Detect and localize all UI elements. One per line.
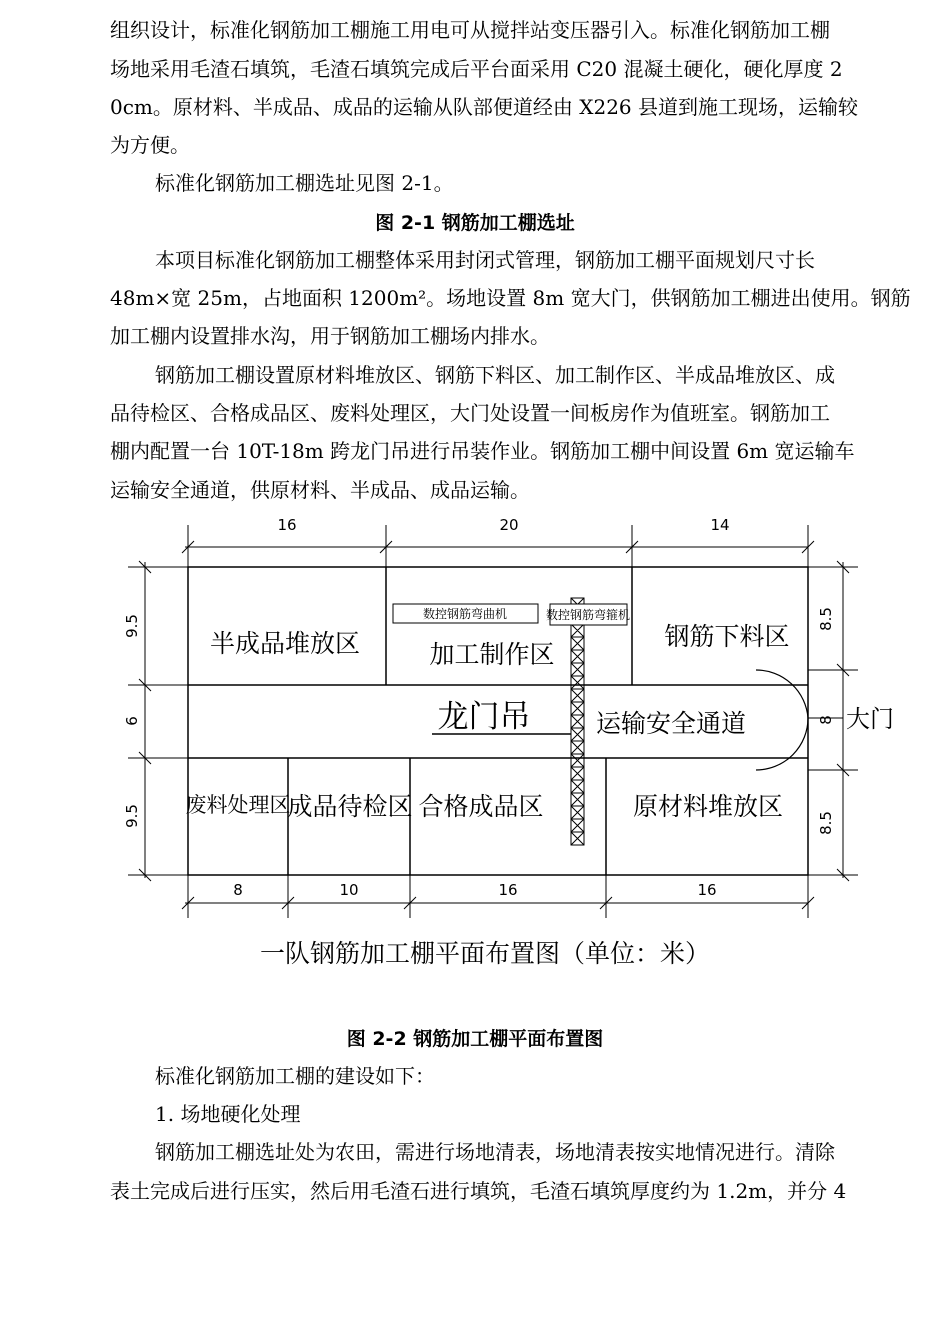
diagram-title: 一队钢筋加工棚平面布置图（单位：米） xyxy=(259,939,711,968)
para1-line1: 组织设计，标准化钢筋加工棚施工用电可从搅拌站变压器引入。标准化钢筋加工棚 xyxy=(110,18,830,42)
para4-line1: 钢筋加工棚设置原材料堆放区、钢筋下料区、加工制作区、半成品堆放区、成 xyxy=(155,363,835,387)
zone-semi-finished: 半成品堆放区 xyxy=(209,629,361,658)
figure-2-2-caption: 图 2-2 钢筋加工棚平面布置图 xyxy=(346,1028,604,1050)
para7-line2: 表土完成后进行压实，然后用毛渣石进行填筑，毛渣石填筑厚度约为 1.2m，并分 4 xyxy=(110,1179,847,1203)
zone-pending-check: 成品待检区 xyxy=(287,792,413,821)
hoop-bender-machine-label: 数控钢筋弯箍机 xyxy=(545,608,631,622)
para2: 标准化钢筋加工棚选址见图 2-1。 xyxy=(155,171,454,195)
para3-line3: 加工棚内设置排水沟，用于钢筋加工棚场内排水。 xyxy=(110,324,550,348)
left-dim-2: 6 xyxy=(123,716,141,726)
left-dim-3: 9.5 xyxy=(123,804,141,828)
top-dim-2: 20 xyxy=(499,516,519,534)
section-heading-1: 1. 场地硬化处理 xyxy=(155,1102,301,1126)
figure-2-1-caption: 图 2-1 钢筋加工棚选址 xyxy=(375,212,575,234)
bottom-dim-2: 10 xyxy=(339,881,359,899)
zone-fabrication: 加工制作区 xyxy=(429,640,555,669)
bottom-dim-3: 16 xyxy=(498,881,518,899)
gantry-label: 龙门吊 xyxy=(437,699,531,735)
top-dim-1: 16 xyxy=(277,516,297,534)
right-dim-2: 8 xyxy=(817,715,835,725)
zone-channel: 运输安全通道 xyxy=(595,709,747,738)
para3-line2: 48m×宽 25m，占地面积 1200m²。场地设置 8m 宽大门，供钢筋加工棚进出使用。钢筋 xyxy=(110,286,911,310)
bottom-dim-4: 16 xyxy=(697,881,717,899)
site-layout-plan xyxy=(0,505,950,980)
left-dim-1: 9.5 xyxy=(123,614,141,638)
zone-raw-material: 原材料堆放区 xyxy=(632,792,784,821)
right-dim-3: 8.5 xyxy=(817,811,835,835)
para1-line2: 场地采用毛渣石填筑，毛渣石填筑完成后平台面采用 C20 混凝土硬化，硬化厚度 2 xyxy=(110,57,843,81)
gate-label: 大门 xyxy=(846,705,894,733)
top-dim-3: 14 xyxy=(710,516,730,534)
para7-line1: 钢筋加工棚选址处为农田，需进行场地清表，场地清表按实地情况进行。清除 xyxy=(155,1140,835,1164)
para5: 标准化钢筋加工棚的建设如下： xyxy=(155,1064,435,1088)
bender-machine-label: 数控钢筋弯曲机 xyxy=(422,607,508,621)
gantry-crane-icon xyxy=(571,598,584,845)
para3-line1: 本项目标准化钢筋加工棚整体采用封闭式管理，钢筋加工棚平面规划尺寸长 xyxy=(155,248,815,272)
zone-waste: 废料处理区 xyxy=(185,793,291,817)
zone-qualified: 合格成品区 xyxy=(418,792,544,821)
para4-line4: 运输安全通道，供原材料、半成品、成品运输。 xyxy=(110,478,530,502)
bottom-dim-1: 8 xyxy=(233,881,243,899)
para4-line3: 棚内配置一台 10T-18m 跨龙门吊进行吊装作业。钢筋加工棚中间设置 6m 宽运输车 xyxy=(110,439,855,463)
para1-line3: 0cm。原材料、半成品、成品的运输从队部便道经由 X226 县道到施工现场，运输较 xyxy=(110,95,859,119)
right-dim-1: 8.5 xyxy=(817,607,835,631)
para4-line2: 品待检区、合格成品区、废料处理区，大门处设置一间板房作为值班室。钢筋加工 xyxy=(110,401,830,425)
zone-cutting: 钢筋下料区 xyxy=(664,622,790,651)
para1-line4: 为方便。 xyxy=(110,133,190,157)
